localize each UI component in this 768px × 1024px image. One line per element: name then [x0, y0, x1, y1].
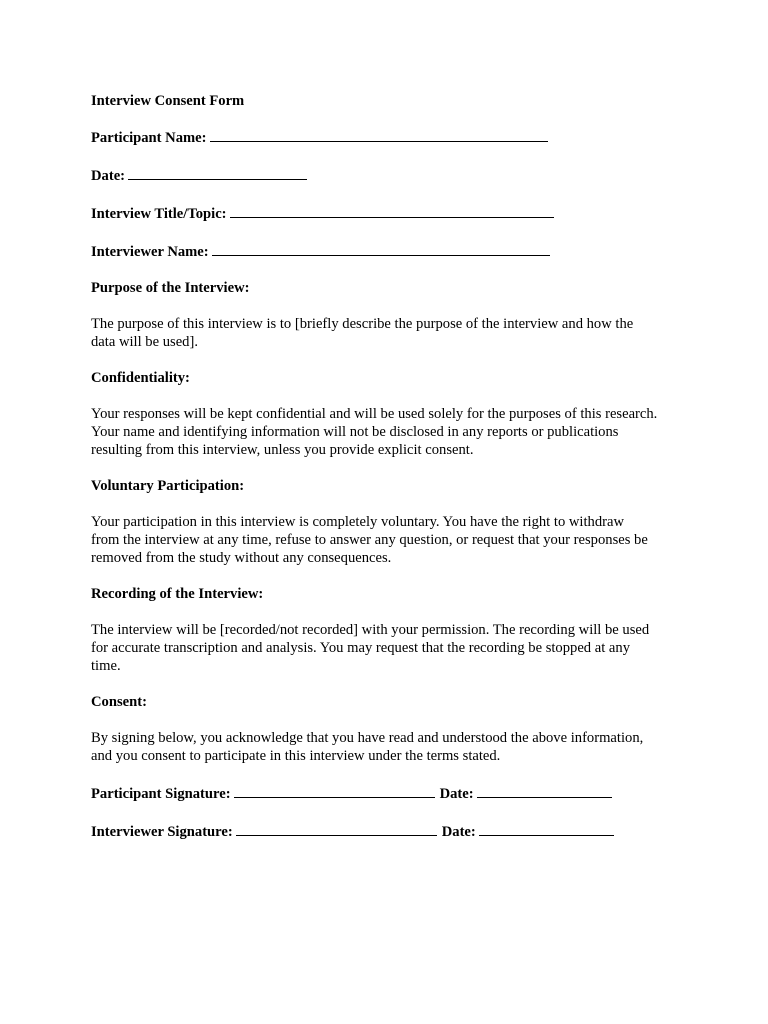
- voluntary-heading: Voluntary Participation:: [91, 478, 245, 494]
- voluntary-line: Your participation in this interview is completely voluntary. You have the right to withdraw: [91, 514, 625, 530]
- participant-name-field[interactable]: [210, 127, 548, 142]
- purpose-paragraph: [91, 315, 691, 351]
- confidentiality-heading: Confidentiality:: [91, 370, 190, 386]
- interview-title-label: Interview Title/Topic:: [91, 206, 227, 222]
- participant-date-label: Date:: [439, 786, 474, 802]
- interviewer-signature-label: Interviewer Signature:: [91, 824, 233, 840]
- participant-name-label: Participant Name:: [91, 130, 207, 146]
- confidentiality-line: resulting from this interview, unless you provide explicit consent.: [91, 442, 474, 458]
- participant-signature-field[interactable]: [234, 783, 435, 798]
- recording-paragraph: [91, 621, 691, 675]
- consent-line: By signing below, you acknowledge that you have read and understood the above information,: [91, 730, 644, 746]
- consent-line: and you consent to participate in this interview under the terms stated.: [91, 748, 501, 764]
- interview-title-field[interactable]: [230, 203, 554, 218]
- interviewer-name-field[interactable]: [212, 241, 550, 256]
- document-title: Interview Consent Form: [91, 93, 245, 109]
- participant-signature-row: [91, 783, 691, 803]
- interview-title-row: [91, 203, 691, 223]
- recording-line: time.: [91, 658, 121, 674]
- voluntary-line: removed from the study without any consequences.: [91, 550, 392, 566]
- confidentiality-paragraph: [91, 405, 691, 459]
- consent-heading: Consent:: [91, 694, 147, 710]
- purpose-line: The purpose of this interview is to [briefly describe the purpose of the interview and how the: [91, 316, 634, 332]
- voluntary-line: from the interview at any time, refuse to answer any question, or request that your responses be: [91, 532, 648, 548]
- date-field[interactable]: [128, 165, 307, 180]
- interviewer-date-label: Date:: [441, 824, 476, 840]
- confidentiality-line: Your responses will be kept confidential and will be used solely for the purposes of this research.: [91, 406, 658, 422]
- interviewer-signature-field[interactable]: [236, 821, 437, 836]
- recording-heading: Recording of the Interview:: [91, 586, 264, 602]
- interviewer-date-field[interactable]: [479, 821, 614, 836]
- interviewer-name-label: Interviewer Name:: [91, 244, 209, 260]
- date-row: [91, 165, 691, 185]
- interviewer-signature-row: [91, 821, 691, 841]
- interviewer-name-row: [91, 241, 691, 261]
- confidentiality-line: Your name and identifying information will not be disclosed in any reports or publications: [91, 424, 619, 440]
- consent-form-page: [91, 92, 691, 859]
- participant-name-row: [91, 127, 691, 147]
- date-label: Date:: [91, 168, 126, 184]
- participant-signature-label: Participant Signature:: [91, 786, 231, 802]
- purpose-heading: Purpose of the Interview:: [91, 280, 250, 296]
- recording-line: for accurate transcription and analysis. You may request that the recording be stopped at any: [91, 640, 630, 656]
- voluntary-paragraph: [91, 513, 691, 567]
- participant-date-field[interactable]: [477, 783, 612, 798]
- recording-line: The interview will be [recorded/not recorded] with your permission. The recording will be used: [91, 622, 650, 638]
- consent-paragraph: [91, 729, 691, 765]
- purpose-line: data will be used].: [91, 334, 198, 350]
